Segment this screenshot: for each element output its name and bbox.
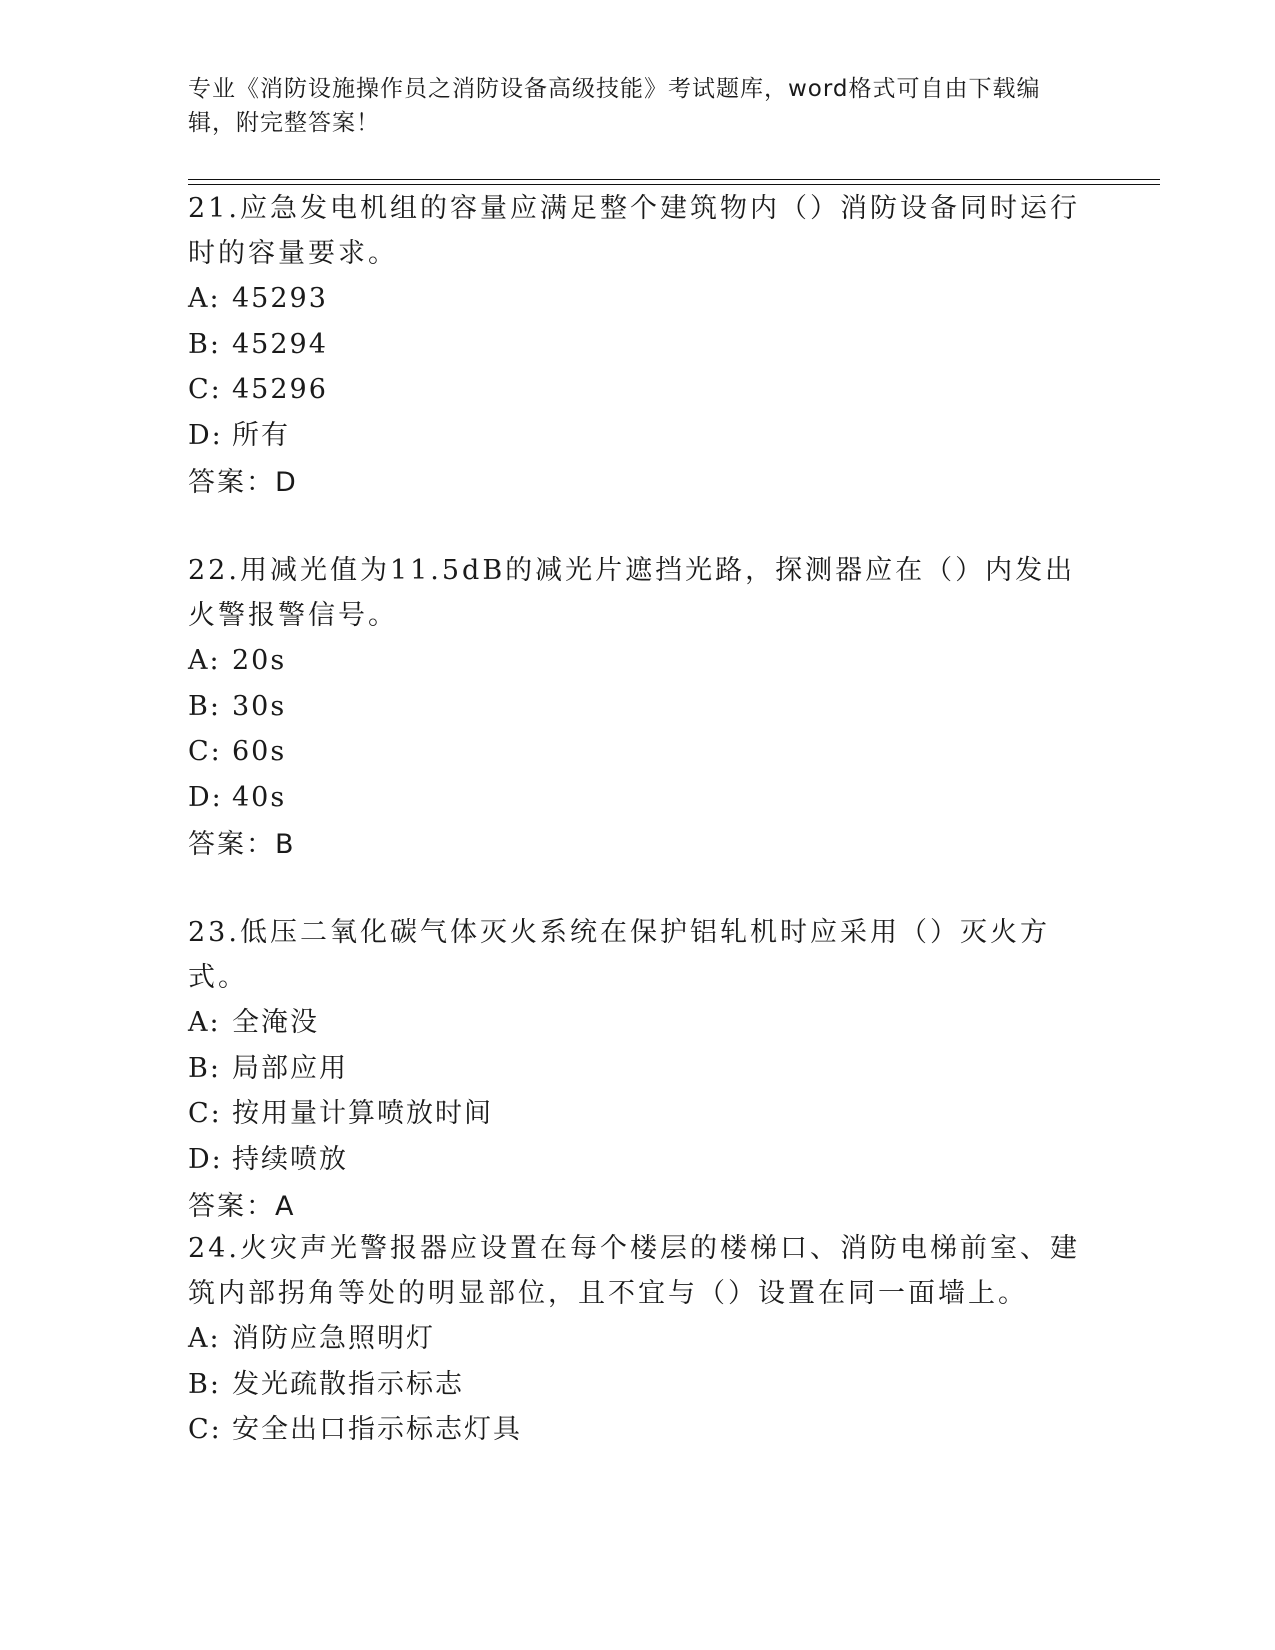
option-d: [188, 1137, 1088, 1183]
option-key: B:: [188, 690, 221, 722]
option-b: [188, 1046, 1088, 1092]
option-key: D:: [188, 781, 223, 813]
question-23: [188, 910, 1088, 1229]
option-c: [188, 1091, 1088, 1137]
option-key: B:: [188, 328, 221, 360]
option-key: C:: [188, 374, 222, 405]
question-22: [188, 548, 1088, 867]
option-key: C:: [188, 1414, 222, 1445]
option-c: [188, 729, 1088, 775]
option-d: [188, 413, 1088, 459]
option-value: 发光疏散指示标志: [232, 1368, 464, 1400]
option-value: 45293: [232, 283, 328, 314]
option-b: [188, 684, 1088, 730]
option-a: [188, 1316, 1088, 1362]
option-value: 60s: [232, 736, 287, 767]
option-value: 40s: [232, 781, 287, 813]
question-text: 22.用减光值为11.5dB的减光片遮挡光路，探测器应在（）内发出火警报警信号。: [188, 555, 1076, 631]
header-divider-bottom: [188, 184, 1160, 185]
option-key: D:: [188, 1143, 223, 1175]
option-key: C:: [188, 736, 222, 767]
option-a: [188, 276, 1088, 322]
option-key: C:: [188, 1098, 222, 1129]
option-key: A:: [188, 1007, 221, 1038]
question-text: 23.低压二氧化碳气体灭火系统在保护铝轧机时应采用（）灭火方式。: [188, 917, 1050, 993]
document-header: 专业《消防设施操作员之消防设备高级技能》考试题库，word格式可自由下载编辑，附完整答案！: [188, 76, 1041, 136]
answer: 答案：D: [188, 467, 298, 498]
option-value: 安全出口指示标志灯具: [232, 1414, 522, 1445]
option-c: [188, 367, 1088, 413]
option-value: 30s: [232, 690, 287, 722]
option-value: 持续喷放: [232, 1143, 348, 1175]
header-divider-top: [188, 179, 1160, 180]
option-value: 所有: [232, 419, 290, 451]
option-a: [188, 638, 1088, 684]
option-value: 45294: [232, 328, 328, 360]
question-text: 24.火灾声光警报器应设置在每个楼层的楼梯口、消防电梯前室、建筑内部拐角等处的明显部位，且不宜与（）设置在同一面墙上。: [188, 1233, 1080, 1309]
option-key: A:: [188, 645, 221, 676]
question-24: [188, 1226, 1088, 1453]
option-value: 全淹没: [232, 1007, 319, 1038]
option-b: [188, 322, 1088, 368]
question-text: 21.应急发电机组的容量应满足整个建筑物内（）消防设备同时运行时的容量要求。: [188, 193, 1080, 269]
option-value: 20s: [232, 645, 287, 676]
option-key: D:: [188, 419, 223, 451]
option-a: [188, 1000, 1088, 1046]
option-value: 消防应急照明灯: [232, 1323, 435, 1354]
option-value: 45296: [232, 374, 328, 405]
answer: 答案：A: [188, 1191, 296, 1222]
option-value: 按用量计算喷放时间: [232, 1098, 493, 1129]
option-b: [188, 1362, 1088, 1408]
question-21: [188, 186, 1088, 505]
option-key: A:: [188, 283, 221, 314]
answer: 答案：B: [188, 829, 296, 860]
option-key: A:: [188, 1323, 221, 1354]
option-c: [188, 1407, 1088, 1453]
option-value: 局部应用: [232, 1052, 348, 1084]
option-key: B:: [188, 1368, 221, 1400]
option-key: B:: [188, 1052, 221, 1084]
option-d: [188, 775, 1088, 821]
